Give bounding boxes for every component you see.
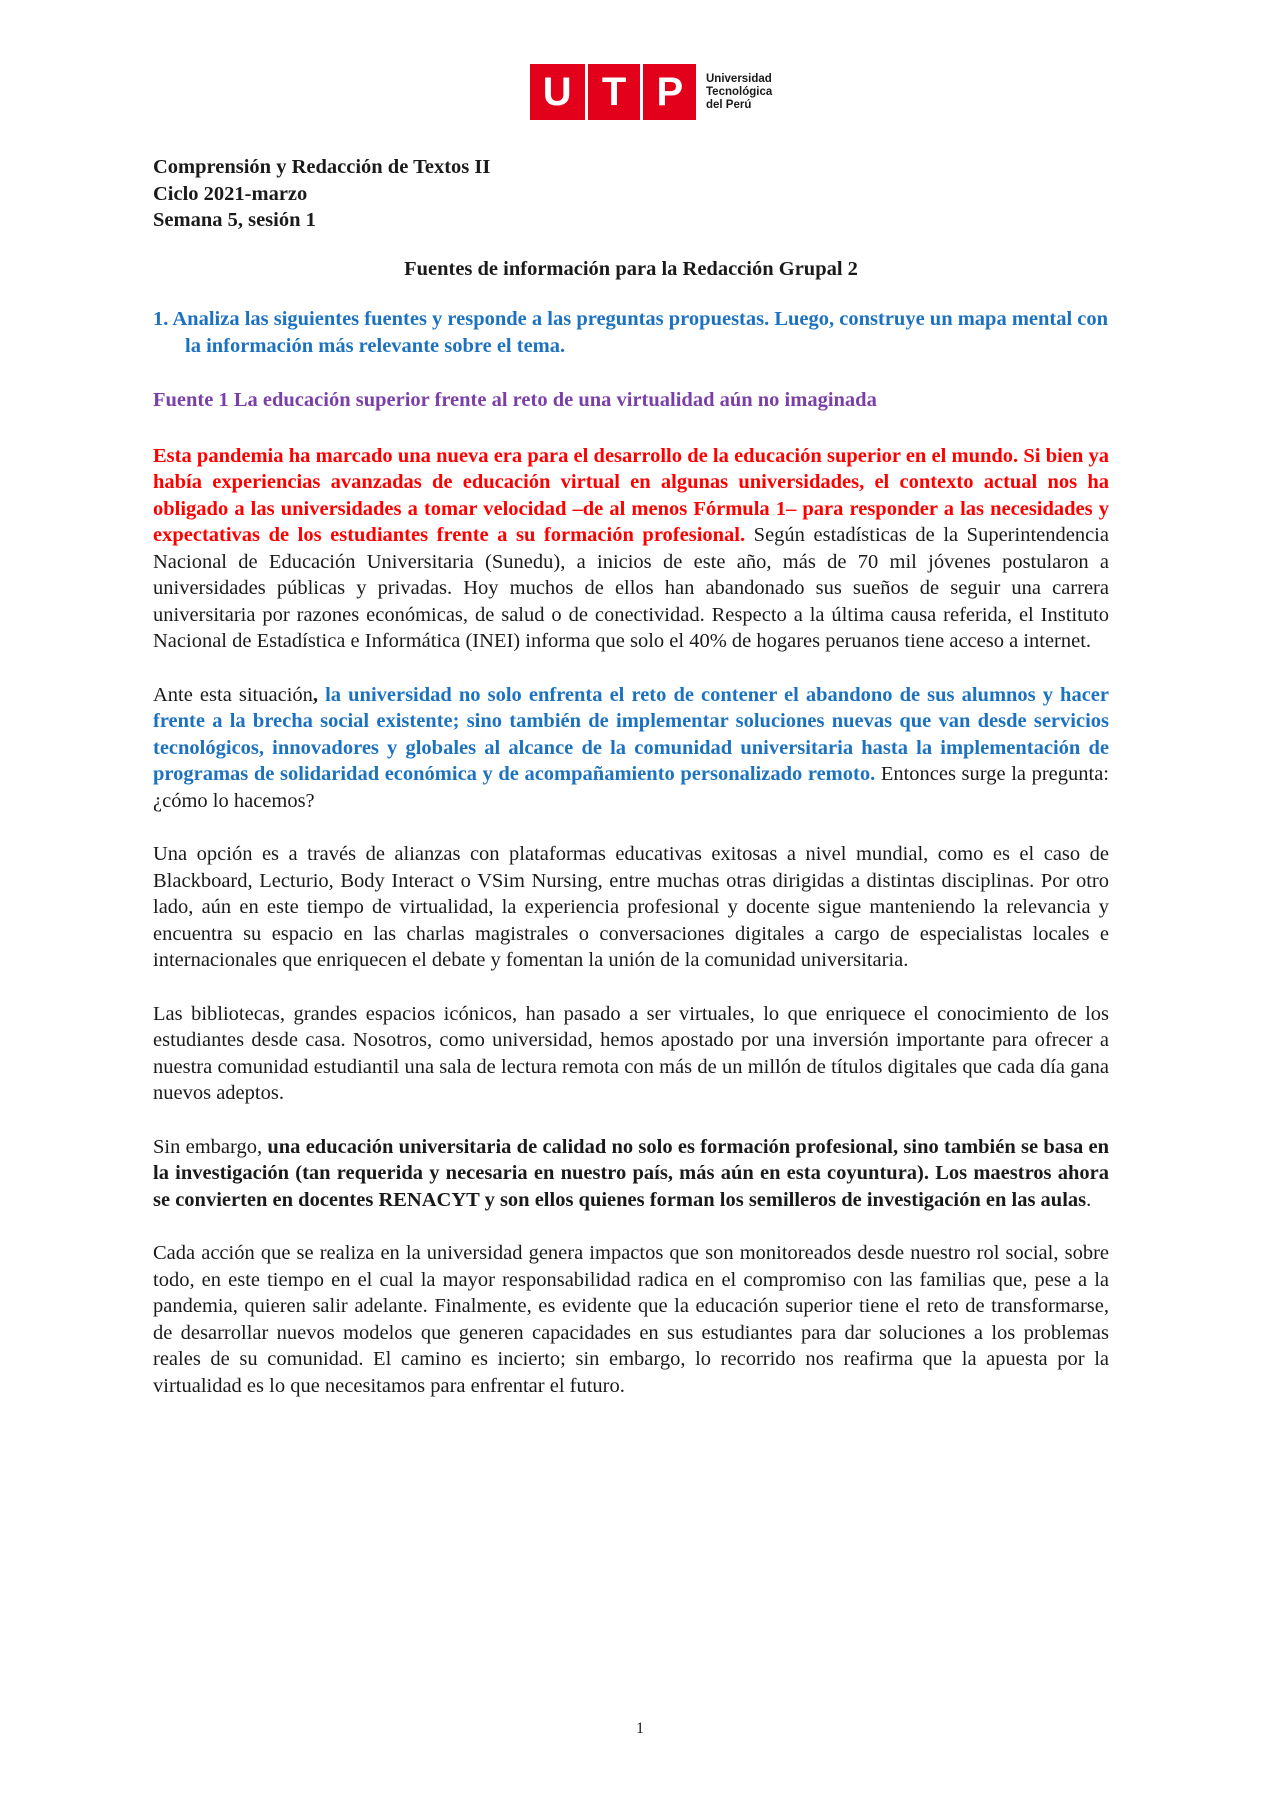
instruction: 1. Analiza las siguientes fuentes y responde a las preguntas propuestas. Luego, construye un mapa mental con la información más relevante sobre el tema.	[153, 308, 1109, 357]
highlight-blue: la universidad no solo enfrenta el reto de contener el abandono de sus alumnos y hacer frente a la brecha social existente; sino también de implementar soluciones nuevas que van desde servicios tecnológicos, innovadores y globales al alcance de la comunidad universitaria hasta la implementación de programas de solidaridad económica y de acompañamiento personalizado remoto.	[153, 683, 1110, 785]
paragraph-6: Cada acción que se realiza en la universidad genera impactos que son monitoreados desde nuestro rol social, sobre todo, en este tiempo en el cual la mayor responsabilidad radica en el compromiso con las familias que, pese a la pandemia, quieren salir adelante. Finalmente, es evidente que la educación superior tiene el reto de transformarse, de desarrollar nuevos modelos que generen capacidades en sus estudiantes para dar soluciones a los problemas reales de su comunidad. El camino es incierto; sin embargo, lo recorrido nos reafirma que la apuesta por la virtualidad es lo que necesitamos para enfrentar el futuro.	[153, 1242, 1109, 1397]
paragraph-1	[153, 443, 1109, 655]
document-title: Fuentes de información para la Redacción Grupal 2	[404, 257, 858, 280]
utp-logo	[530, 64, 772, 120]
logo-letter-u: U	[542, 69, 572, 114]
logo-divider	[640, 64, 643, 120]
paragraph-2	[153, 682, 1109, 815]
page-number: 1	[636, 1720, 644, 1737]
paragraph-3: Una opción es a través de alianzas con plataformas educativas exitosas a nivel mundial, como es el caso de Blackboard, Lecturio, Body Interact o VSim Nursing, entre muchas otras dirigidas a distintas disciplinas. Por otro lado, aún en este tiempo de virtualidad, la experiencia profesional y docente sigue manteniendo la relevancia y encuentra su espacio en las charlas magistrales o conversaciones digitales a cargo de especialistas locales e internacionales que enriquecen el debate y fomentan la unión de la comunidad universitaria.	[153, 843, 1109, 971]
course-name: Comprensión y Redacción de Textos II	[153, 156, 491, 178]
highlight-bold: una educación universitaria de calidad no solo es formación profesional, sino también se basa en la investigación (tan requerida y necesaria en nuestro país, más aún en esta coyuntura). Los maestros ahora se convierten en docentes RENACYT y son ellos quienes forman los semilleros de investigación en las aulas	[153, 1135, 1110, 1211]
paragraph-text: Entonces surge la pregunta: ¿cómo lo hacemos?	[153, 763, 1110, 812]
logo-text-line: Tecnológica	[706, 85, 773, 98]
paragraph-5	[153, 1134, 1109, 1214]
course-cycle: Ciclo 2021-marzo	[153, 182, 308, 205]
logo-text-line: del Perú	[706, 98, 752, 111]
logo-letter-t: T	[601, 69, 627, 114]
logo-wordmark	[706, 73, 772, 112]
logo-letter-p: P	[656, 69, 684, 114]
source-title: Fuente 1 La educación superior frente al reto de una virtualidad aún no imaginada	[153, 389, 877, 411]
paragraph-text: .	[1086, 1188, 1092, 1211]
paragraph-comma: ,	[312, 683, 319, 706]
paragraph-4: Las bibliotecas, grandes espacios icónicos, han pasado a ser virtuales, lo que enriquece el conocimiento de los estudiantes desde casa. Nosotros, como universidad, hemos apostado por una inversión importante para ofrecer a nuestra comunidad estudiantil una sala de lectura remota con más de un millón de títulos digitales que cada día gana nuevos adeptos.	[153, 1002, 1109, 1104]
paragraph-text: Sin embargo,	[153, 1135, 268, 1158]
paragraph-text: Ante esta situación	[153, 683, 313, 706]
course-header	[153, 154, 1109, 234]
utp-logo-mark	[530, 64, 696, 120]
document-body	[153, 154, 1109, 1399]
course-session: Semana 5, sesión 1	[153, 209, 316, 231]
logo-divider	[585, 64, 588, 120]
paragraph-text: Según estadísticas de la Superintendencia Nacional de Educación Universitaria (Sunedu), a inicios de este año, más de 70 mil jóvenes postularon a universidades públicas y privadas. Hoy muchos de ellos han abandonado sus sueños de seguir una carrera universitaria por razones económicas, de salud o de conectividad. Respecto a la última causa referida, el Instituto Nacional de Estadística e Informática (INEI) informa que solo el 40% de hogares peruanos tiene acceso a internet.	[153, 524, 1109, 652]
logo-text-line: Universidad	[706, 72, 772, 85]
highlight-red: Esta pandemia ha marcado una nueva era para el desarrollo de la educación superior en el mundo. Si bien ya había experiencias avanzadas de educación virtual en algunas universidades, el contexto actual nos ha obligado a las universidades a tomar velocidad –de al menos Fórmula 1– para responder a las necesidades y expectativas de los estudiantes frente a su formación profesional.	[153, 444, 1109, 546]
